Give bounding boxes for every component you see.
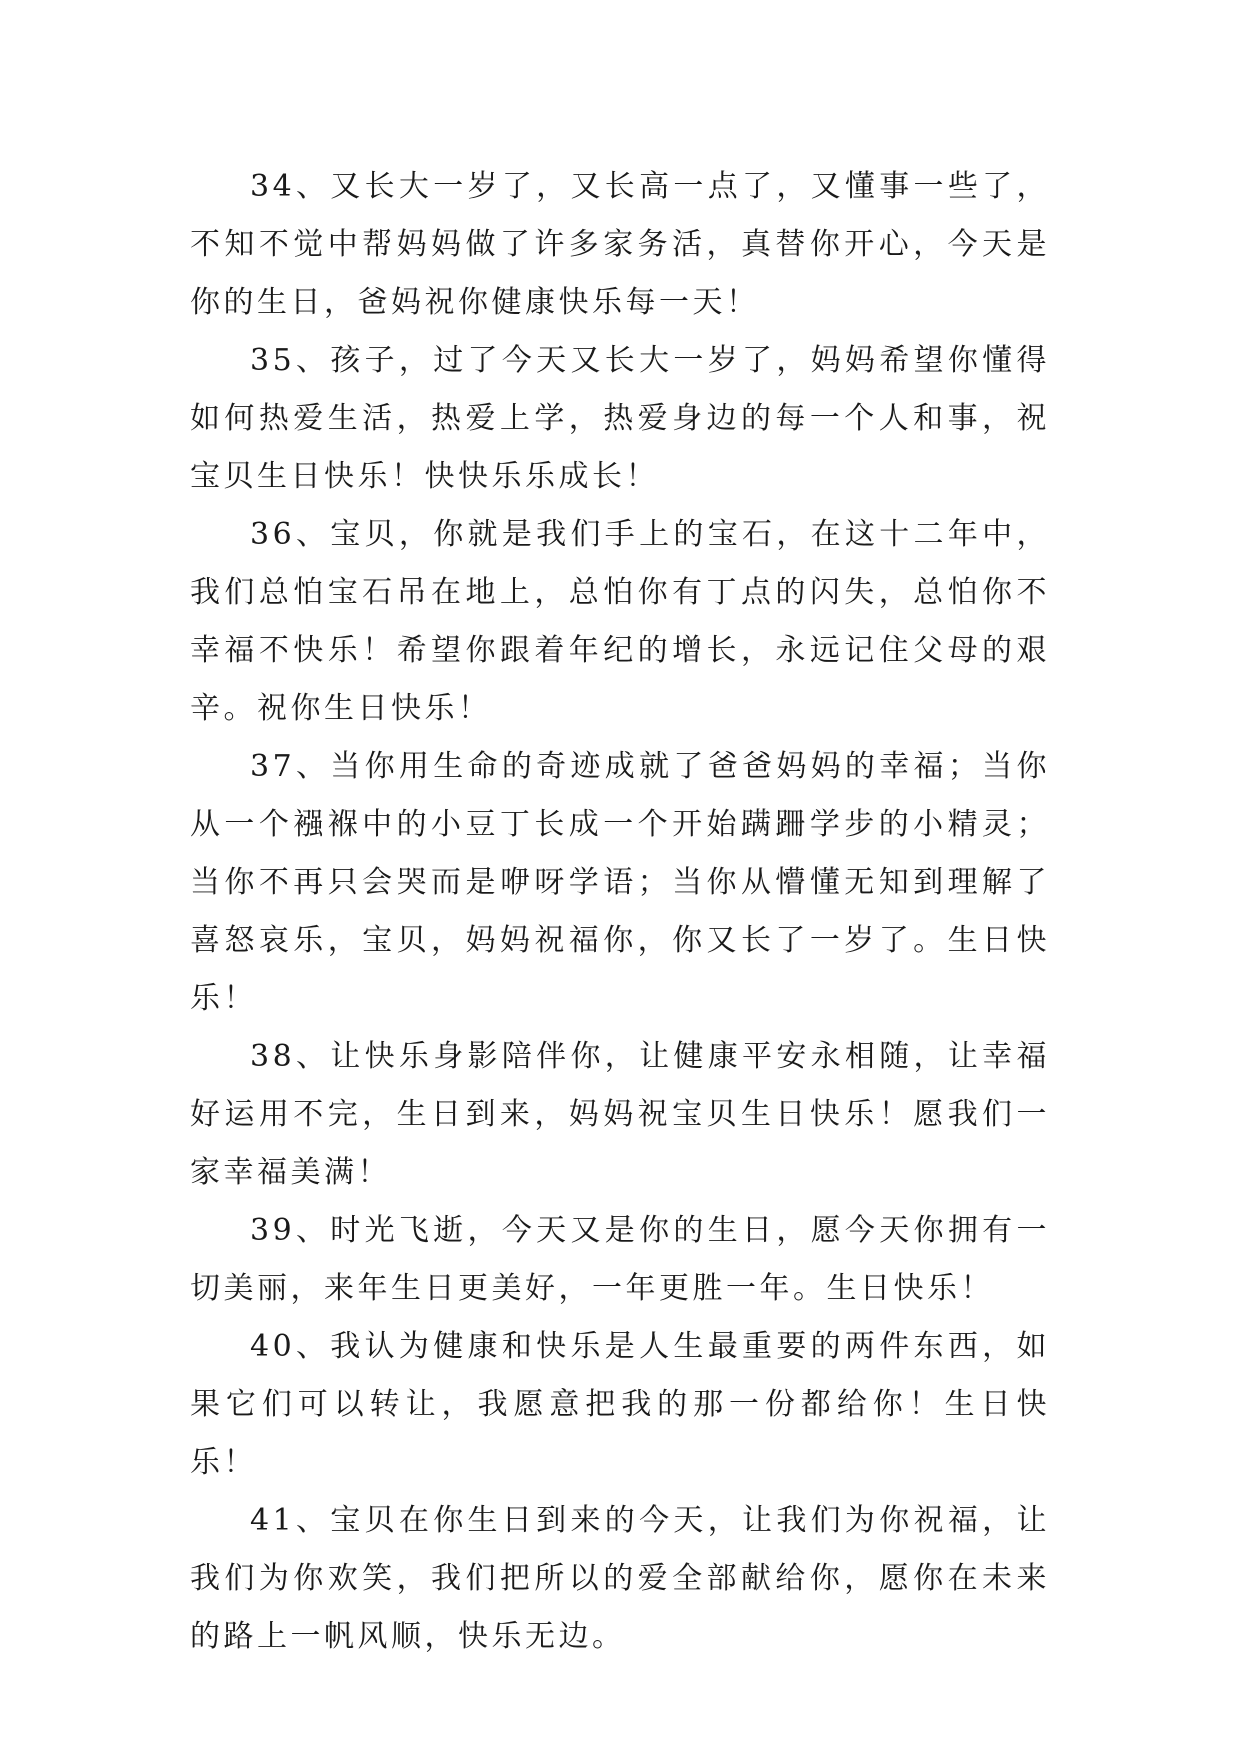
paragraph-39: 39、时光飞逝，今天又是你的生日，愿今天你拥有一切美丽，来年生日更美好，一年更胜一年。生日快乐！ [190, 1213, 1050, 1306]
paragraph-34: 34、又长大一岁了，又长高一点了，又懂事一些了，不知不觉中帮妈妈做了许多家务活，真替你开心，今天是你的生日，爸妈祝你健康快乐每一天！ [190, 169, 1050, 320]
paragraph-35: 35、孩子，过了今天又长大一岁了，妈妈希望你懂得如何热爱生活，热爱上学，热爱身边的每一个人和事，祝宝贝生日快乐！快快乐乐成长！ [190, 343, 1050, 494]
document-body [190, 158, 1050, 1666]
paragraph-40: 40、我认为健康和快乐是人生最重要的两件东西，如果它们可以转让，我愿意把我的那一份都给你！生日快乐！ [190, 1329, 1050, 1480]
paragraph-41: 41、宝贝在你生日到来的今天，让我们为你祝福，让我们为你欢笑，我们把所以的爱全部献给你，愿你在未来的路上一帆风顺，快乐无边。 [190, 1503, 1050, 1654]
paragraph-36: 36、宝贝，你就是我们手上的宝石，在这十二年中，我们总怕宝石吊在地上，总怕你有丁点的闪失，总怕你不幸福不快乐！希望你跟着年纪的增长，永远记住父母的艰辛。祝你生日快乐！ [190, 517, 1050, 726]
paragraph-37: 37、当你用生命的奇迹成就了爸爸妈妈的幸福；当你从一个襁褓中的小豆丁长成一个开始蹒跚学步的小精灵；当你不再只会哭而是咿呀学语；当你从懵懂无知到理解了喜怒哀乐，宝贝，妈妈祝福你，你又长了一岁了。生日快乐！ [190, 749, 1050, 1016]
paragraph-38: 38、让快乐身影陪伴你，让健康平安永相随，让幸福好运用不完，生日到来，妈妈祝宝贝生日快乐！愿我们一家幸福美满！ [190, 1039, 1050, 1190]
